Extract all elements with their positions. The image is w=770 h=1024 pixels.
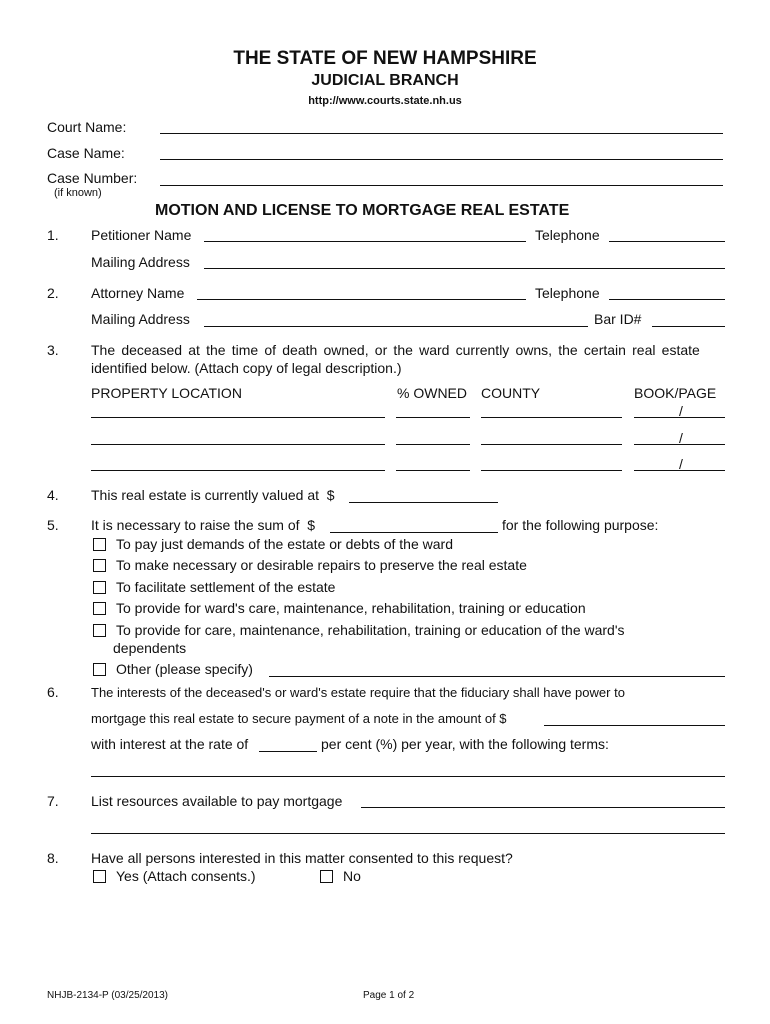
book-page-separator: / <box>679 403 683 419</box>
property-location-field[interactable] <box>91 444 385 445</box>
item-7-number: 7. <box>47 793 59 809</box>
interest-terms-label: per cent (%) per year, with the following terms: <box>321 736 609 752</box>
item-1-number: 1. <box>47 227 59 243</box>
property-county-field[interactable] <box>481 444 622 445</box>
purpose-settlement-label: To facilitate settlement of the estate <box>116 579 336 595</box>
petitioner-telephone-label: Telephone <box>535 227 600 243</box>
purpose-other-label: Other (please specify) <box>116 661 253 677</box>
current-value-field[interactable] <box>349 502 498 503</box>
current-value-label: This real estate is currently valued at $ <box>91 487 335 503</box>
purpose-ward-care-checkbox[interactable] <box>93 602 106 615</box>
column-header-book-page: BOOK/PAGE <box>634 385 717 401</box>
item-6-line1: The interests of the deceased's or ward's estate require that the fiduciary shall have power to <box>91 685 625 700</box>
page-number: Page 1 of 2 <box>363 990 415 1001</box>
property-owned-field[interactable] <box>396 444 470 445</box>
bar-id-label: Bar ID# <box>594 311 642 327</box>
item-6-number: 6. <box>47 684 59 700</box>
purpose-other-field[interactable] <box>269 676 725 677</box>
property-owned-field[interactable] <box>396 417 470 418</box>
court-name-field[interactable] <box>160 133 723 134</box>
consent-question: Have all persons interested in this matter consented to this request? <box>91 850 513 866</box>
item-3-number: 3. <box>47 342 59 358</box>
item-3-text-line2: identified below. (Attach copy of legal description.) <box>91 360 402 376</box>
resources-field-cont[interactable] <box>91 833 725 834</box>
purpose-label: for the following purpose: <box>502 517 659 533</box>
petitioner-name-label: Petitioner Name <box>91 227 192 243</box>
document-subtitle: JUDICIAL BRANCH <box>311 72 459 89</box>
item-3-text-line1: The deceased at the time of death owned, or the ward currently owns, the certain real estate <box>91 342 700 358</box>
consent-yes-label: Yes (Attach consents.) <box>116 868 256 884</box>
petitioner-telephone-field[interactable] <box>609 241 725 242</box>
case-number-label: Case Number: <box>47 170 138 186</box>
interest-rate-field[interactable] <box>259 751 317 752</box>
attorney-telephone-label: Telephone <box>535 285 600 301</box>
sum-label: It is necessary to raise the sum of $ <box>91 517 316 533</box>
attorney-telephone-field[interactable] <box>609 299 725 300</box>
court-name-label: Court Name: <box>47 119 127 135</box>
item-2-number: 2. <box>47 285 59 301</box>
mortgage-amount-label: mortgage this real estate to secure payment of a note in the amount of $ <box>91 711 507 726</box>
column-header-location: PROPERTY LOCATION <box>91 385 242 401</box>
form-title: MOTION AND LICENSE TO MORTGAGE REAL ESTATE <box>155 202 570 219</box>
property-county-field[interactable] <box>481 470 622 471</box>
book-page-separator: / <box>679 430 683 446</box>
purpose-repairs-label: To make necessary or desirable repairs to preserve the real estate <box>116 557 527 573</box>
purpose-dependents-label: To provide for care, maintenance, rehabilitation, training or education of the ward's <box>116 622 625 638</box>
if-known-note: (if known) <box>54 187 102 199</box>
item-8-number: 8. <box>47 850 59 866</box>
petitioner-mailing-label: Mailing Address <box>91 254 190 270</box>
purpose-other-checkbox[interactable] <box>93 663 106 676</box>
consent-no-label: No <box>343 868 361 884</box>
court-url: http://www.courts.state.nh.us <box>308 95 462 107</box>
property-owned-field[interactable] <box>396 470 470 471</box>
attorney-name-field[interactable] <box>197 299 526 300</box>
item-5-number: 5. <box>47 517 59 533</box>
consent-yes-checkbox[interactable] <box>93 870 106 883</box>
consent-no-checkbox[interactable] <box>320 870 333 883</box>
purpose-dependents-label-cont: dependents <box>113 640 187 656</box>
mortgage-amount-field[interactable] <box>544 725 725 726</box>
column-header-owned: % OWNED <box>397 385 467 401</box>
attorney-mailing-field[interactable] <box>204 326 588 327</box>
terms-field[interactable] <box>91 776 725 777</box>
column-header-county: COUNTY <box>481 385 541 401</box>
case-name-label: Case Name: <box>47 145 125 161</box>
case-number-field[interactable] <box>160 185 723 186</box>
property-county-field[interactable] <box>481 417 622 418</box>
item-4-number: 4. <box>47 487 59 503</box>
attorney-mailing-label: Mailing Address <box>91 311 190 327</box>
property-location-field[interactable] <box>91 417 385 418</box>
form-id: NHJB-2134-P (03/25/2013) <box>47 990 168 1001</box>
interest-rate-label: with interest at the rate of <box>91 736 249 752</box>
book-page-separator: / <box>679 456 683 472</box>
document-title: THE STATE OF NEW HAMPSHIRE <box>233 48 537 69</box>
property-location-field[interactable] <box>91 470 385 471</box>
purpose-repairs-checkbox[interactable] <box>93 559 106 572</box>
purpose-settlement-checkbox[interactable] <box>93 581 106 594</box>
sum-field[interactable] <box>330 532 498 533</box>
purpose-debts-label: To pay just demands of the estate or debts of the ward <box>116 536 453 552</box>
resources-label: List resources available to pay mortgage <box>91 793 343 809</box>
purpose-dependents-checkbox[interactable] <box>93 624 106 637</box>
resources-field[interactable] <box>361 807 725 808</box>
bar-id-field[interactable] <box>652 326 725 327</box>
case-name-field[interactable] <box>160 159 723 160</box>
attorney-name-label: Attorney Name <box>91 285 185 301</box>
purpose-debts-checkbox[interactable] <box>93 538 106 551</box>
petitioner-name-field[interactable] <box>204 241 526 242</box>
purpose-ward-care-label: To provide for ward's care, maintenance, rehabilitation, training or education <box>116 600 586 616</box>
petitioner-mailing-field[interactable] <box>204 268 725 269</box>
